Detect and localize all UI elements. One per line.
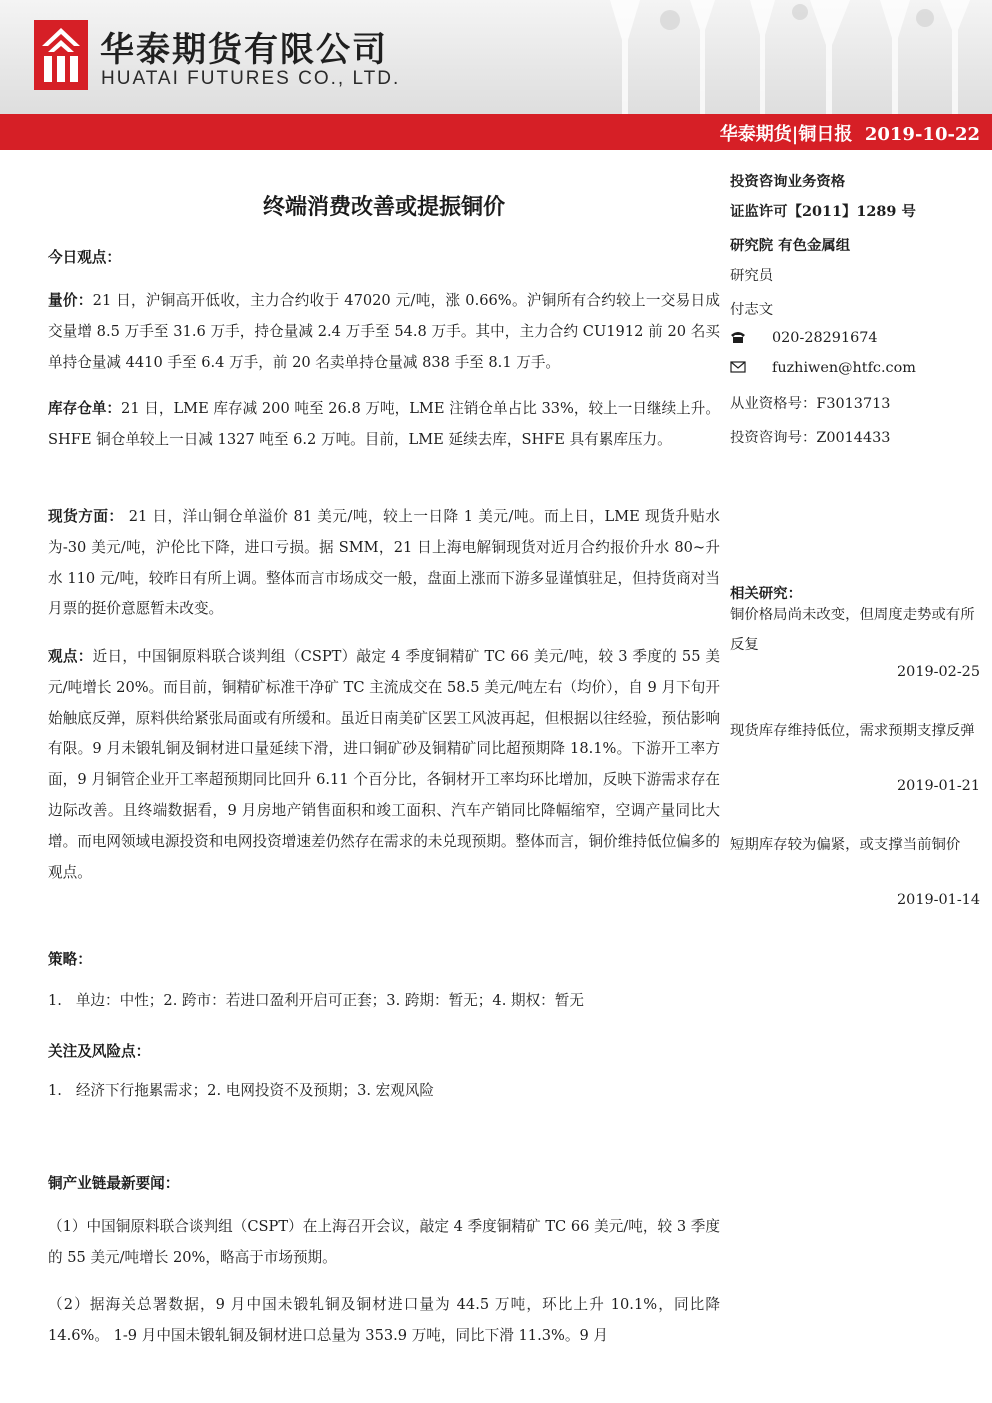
- company-name-cn: 华泰期货有限公司: [100, 30, 388, 70]
- related-heading: 相关研究：: [730, 585, 802, 602]
- risk-heading: 关注及风险点：: [48, 1043, 151, 1060]
- related-item-title[interactable]: 短期库存较为偏紧，或支撑当前铜价: [730, 837, 961, 853]
- view-text: 近日，中国铜原料联合谈判组（CSPT）敲定 4 季度铜精矿 TC 66 美元/吨，较 3 季度的 55 美元/吨增长 20%。而目前，铜精矿标准干净矿 TC 主流成交在 58.5 美元/吨左右（均价），自 9 月下旬开始触底反弹，原料供给紧张局面或有所缓和。虽近日南美矿区罢工风波再起，但根据以往经验，预估影响有限。9 月未锻轧铜及铜材进口量延续下滑，进口铜矿砂及铜精矿同比超预期降 18.1%。下游开工率方面，9 月铜管企业开工率超预期同比回升 6.11 个百分比，各铜材开工率均环比增加，反映下游需求存在边际改善。且终端数据看，9 月房地产销售面积和竣工面积、汽车产销同比降幅缩窄，空调产量同比大增。而电网领域电源投资和电网投资增速差仍然存在需求的未兑现预期。整体而言，铜价维持低位偏多的观点。: [48, 648, 720, 881]
- email-address[interactable]: fuzhiwen@htfc.com: [772, 360, 916, 376]
- consult-number: 投资咨询号：Z0014433: [730, 430, 891, 446]
- view-label: 观点：: [48, 648, 93, 665]
- news-item-2: （2）据海关总署数据，9 月中国未锻轧铜及铜材进口量为 44.5 万吨，环比上升 10.1%，同比降 14.6%。 1-9 月中国未锻轧铜及铜材进口总量为 353.9 万吨，同比下滑 11.3%。9 月: [48, 1296, 720, 1344]
- news-item-1: （1）中国铜原料联合谈判组（CSPT）在上海召开会议，敲定 4 季度铜精矿 TC 66 美元/吨，较 3 季度的 55 美元/吨增长 20%，略高于市场预期。: [48, 1218, 720, 1266]
- related-item-title[interactable]: 现货库存维持低位，需求预期支撑反弹: [730, 723, 975, 739]
- stock-label: 库存仓单：: [48, 400, 122, 417]
- company-name-en: HUATAI FUTURES CO., LTD.: [101, 68, 401, 89]
- risk-text: 1. 经济下行拖累需求；2. 电网投资不及预期；3. 宏观风险: [48, 1082, 435, 1099]
- stock-text: 21 日，LME 库存减 200 吨至 26.8 万吨，LME 注销仓单占比 33%，较上一日继续上升。SHFE 铜仓单较上一日减 1327 吨至 6.2 万吨。目前，LME 延续去库，SHFE 具有累库压力。: [48, 400, 720, 448]
- page-title: 终端消费改善或提振铜价: [262, 194, 505, 220]
- department: 研究院 有色金属组: [730, 237, 851, 254]
- researcher-role: 研究员: [730, 268, 774, 284]
- spot-text: 21 日，洋山铜仓单溢价 81 美元/吨，较上一日降 1 美元/吨。而上日，LME 现货升贴水为-30 美元/吨，沪伦比下降，进口亏损。据 SMM，21 日上海电解铜现货对近月合约报价升水 80~升水 110 元/吨，较昨日有所上调。整体而言市场成交一般，盘面上涨而下游多显谨慎驻足，但持货商对当月票的挺价意愿暂未改变。: [48, 508, 720, 618]
- today-heading: 今日观点：: [48, 249, 121, 266]
- spot-label: 现货方面：: [48, 508, 124, 525]
- email-line: [730, 360, 916, 376]
- phone-number: 020-28291674: [772, 330, 878, 346]
- price-text: 21 日，沪铜高开低收，主力合约收于 47020 元/吨，涨 0.66%。沪铜所有合约较上一交易日成交量增 8.5 万手至 31.6 万手，持仓量减 2.4 万手至 54.8 万手。其中，主力合约 CU1912 前 20 名买单持仓量减 4410 手至 6.4 万手，前 20 名卖单持仓量减 838 手至 8.1 万手。: [48, 292, 720, 371]
- email-icon: [730, 360, 746, 374]
- stock-paragraph: [48, 394, 720, 456]
- cert-number: 从业资格号：F3013713: [730, 396, 891, 412]
- related-item-date: 2019-01-14: [897, 892, 980, 908]
- news-heading: 铜产业链最新要闻：: [48, 1175, 180, 1192]
- spot-paragraph: [48, 502, 720, 625]
- view-paragraph: [48, 642, 720, 888]
- researcher-name: 付志文: [730, 302, 774, 318]
- huatai-logo-icon: [34, 20, 88, 90]
- related-item-title[interactable]: 铜价格局尚未改变，但周度走势或有所反复: [730, 607, 975, 653]
- related-item-date: 2019-01-21: [897, 778, 980, 794]
- report-label-bar: [0, 114, 992, 150]
- header-decoration-icon: [560, 0, 992, 114]
- qualification-line-2: 证监许可【2011】1289 号: [730, 203, 916, 220]
- strategy-heading: 策略：: [48, 951, 92, 968]
- price-label: 量价：: [48, 292, 93, 309]
- report-label: 华泰期货|铜日报 2019-10-22: [719, 124, 980, 145]
- related-item-date: 2019-02-25: [897, 664, 980, 680]
- strategy-text: 1. 单边：中性；2. 跨市：若进口盈利开启可正套；3. 跨期：暂无；4. 期权：暂无: [48, 992, 584, 1009]
- qualification-line-1: 投资咨询业务资格: [730, 173, 846, 190]
- phone-icon: [730, 330, 746, 344]
- page-header: [0, 0, 992, 114]
- phone-line: [730, 330, 878, 346]
- price-paragraph: [48, 286, 720, 378]
